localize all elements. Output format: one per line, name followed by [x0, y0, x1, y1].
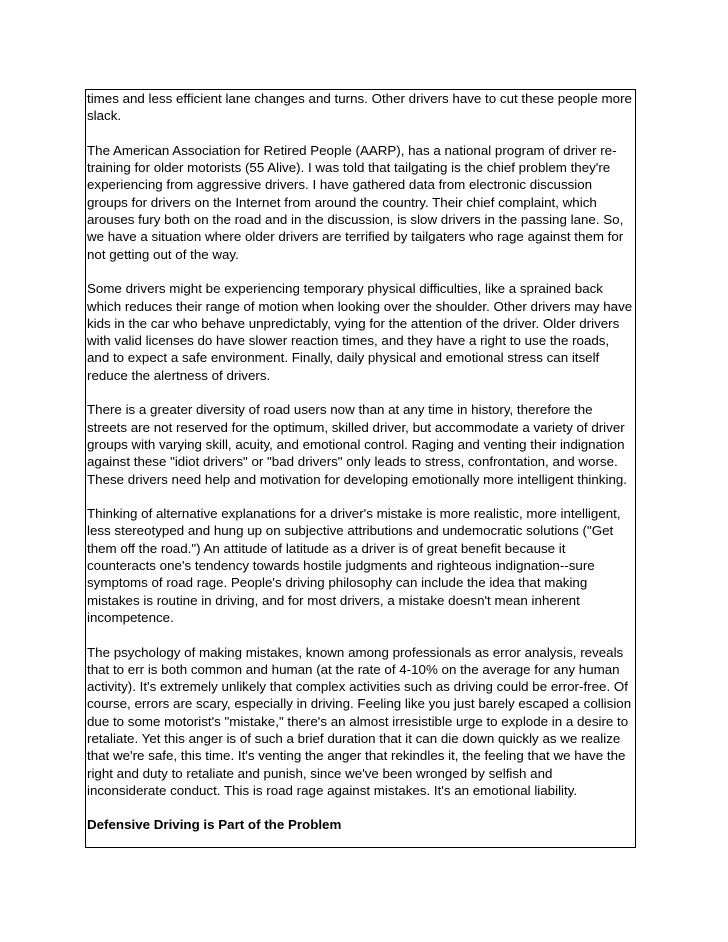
section-heading: Defensive Driving is Part of the Problem: [87, 817, 342, 833]
document-body: [87, 90, 635, 834]
paragraph-aarp: The American Association for Retired People (AARP), has a national program of driver re-training for older motorists (55 Alive). I was told that tailgating is the chief problem they're experiencing from aggressive drivers. I have gathered data from electronic discussion groups for drivers on the Internet from around the country. Their chief complaint, which arouses fury both on the road and in the discussion, is slow drivers in the passing lane. So, we have a situation where older drivers are terrified by tailgaters who rage against them for not getting out of the way.: [87, 142, 624, 262]
paragraph-psychology-of-mistakes: The psychology of making mistakes, known among professionals as error analysis, reveals that to err is both common and human (at the rate of 4-10% on the average for any human activity). It's extremely unlikely that complex activities such as driving could be error-free. Of course, errors are scary, especially in driving. Feeling like you just barely escaped a collision due to some motorist's "mistake," there's an almost irresistible urge to explode in a desire to retaliate. Yet this anger is of such a brief duration that it can die down quickly as we realize that we're safe, this time. It's venting the anger that rekindles it, the feeling that we have the right and duty to retaliate and punish, since we've been wronged by selfish and inconsiderate conduct. This is road rage against mistakes. It's an emotional liability.: [87, 644, 632, 798]
paragraph-lane-changes: times and less efficient lane changes and turns. Other drivers have to cut these people more slack.: [87, 91, 632, 124]
paragraph-alternative-explanations: Thinking of alternative explanations for a driver's mistake is more realistic, more intelligent, less stereotyped and hung up on subjective attributions and undemocratic solutions ("Get them off the road.") An attitude of latitude as a driver is of great benefit because it counteracts one's tendency towards hostile judgments and righteous indignation--sure symptoms of road rage. People's driving philosophy can include the idea that making mistakes is routine in driving, and for most drivers, a mistake doesn't mean inherent incompetence.: [87, 506, 621, 625]
paragraph-road-user-diversity: There is a greater diversity of road users now than at any time in history, therefore the streets are not reserved for the optimum, skilled driver, but accommodate a variety of driver groups with varying skill, acuity, and emotional control. Raging and venting their indignation against these "idiot drivers" or "bad drivers" only leads to stress, confrontation, and worse. These drivers need help and motivation for developing emotionally more intelligent thinking.: [87, 402, 627, 487]
paragraph-physical-difficulties: Some drivers might be experiencing temporary physical difficulties, like a sprained back which reduces their range of motion when looking over the shoulder. Other drivers may have kids in the car who behave unpredictably, vying for the attention of the driver. Older drivers with valid licenses do have slower reaction times, and they have a right to use the roads, and to expect a safe environment. Finally, daily physical and emotional stress can itself reduce the alertness of drivers.: [87, 281, 633, 383]
